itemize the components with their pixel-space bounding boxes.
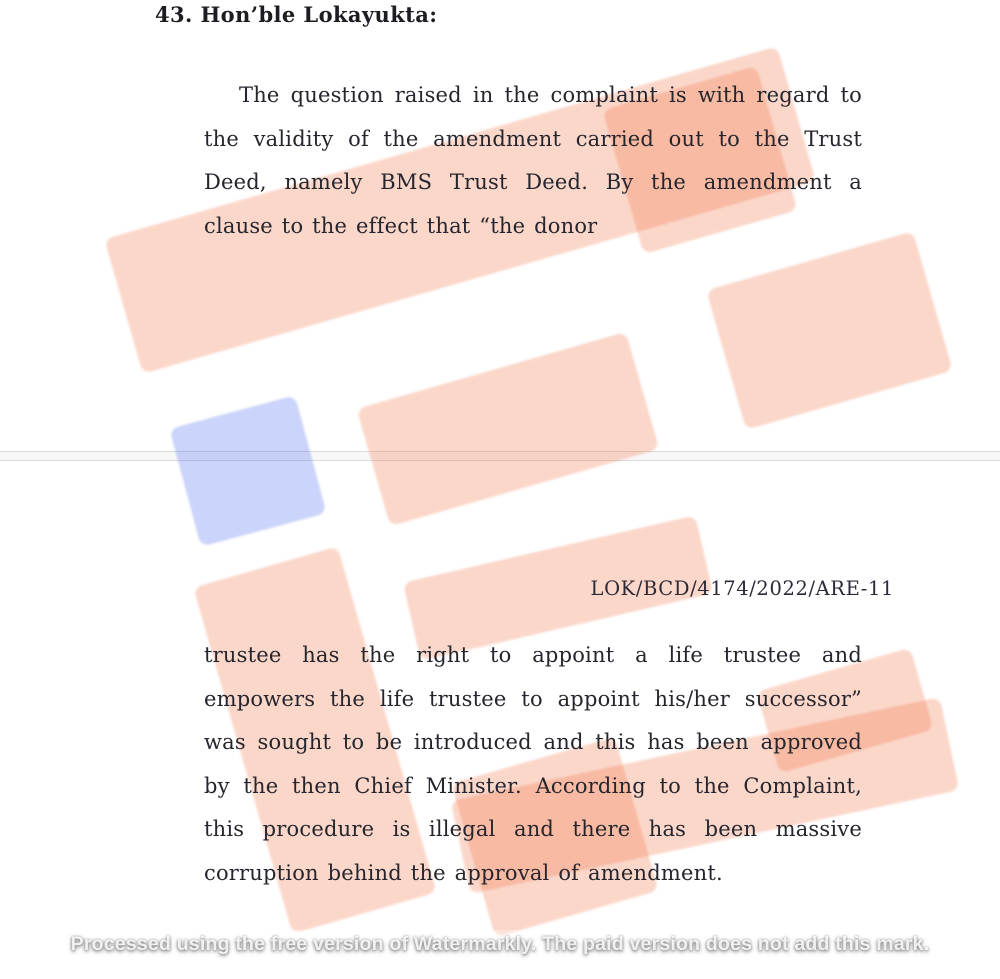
case-reference-number: LOK/BCD/4174/2022/ARE-11	[590, 577, 894, 600]
watermark-shape-salmon	[357, 332, 660, 526]
section-heading: 43. Hon’ble Lokayukta:	[155, 2, 438, 27]
watermark-shape-blue	[169, 395, 326, 546]
watermark-shape-salmon	[706, 231, 953, 430]
paragraph-trustee-clause: trustee has the right to appoint a life trustee and empowers the life trustee to appoint his/her successor” was sought to be introduced and this has been approved by the then Chief Minister. According to the Complaint, this procedure is illegal and there has been massive corruption behind the approval of amendment.	[204, 643, 862, 885]
watermark-footer-text: Processed using the free version of Watermarkly. The paid version does not add this mark.	[70, 932, 930, 955]
watermark-footer-bar	[0, 930, 1000, 958]
paragraph-complaint-question: The question raised in the complaint is with regard to the validity of the amendment carried out to the Trust Deed, namely BMS Trust Deed. By the amendment a clause to the effect that “the donor	[204, 83, 862, 238]
